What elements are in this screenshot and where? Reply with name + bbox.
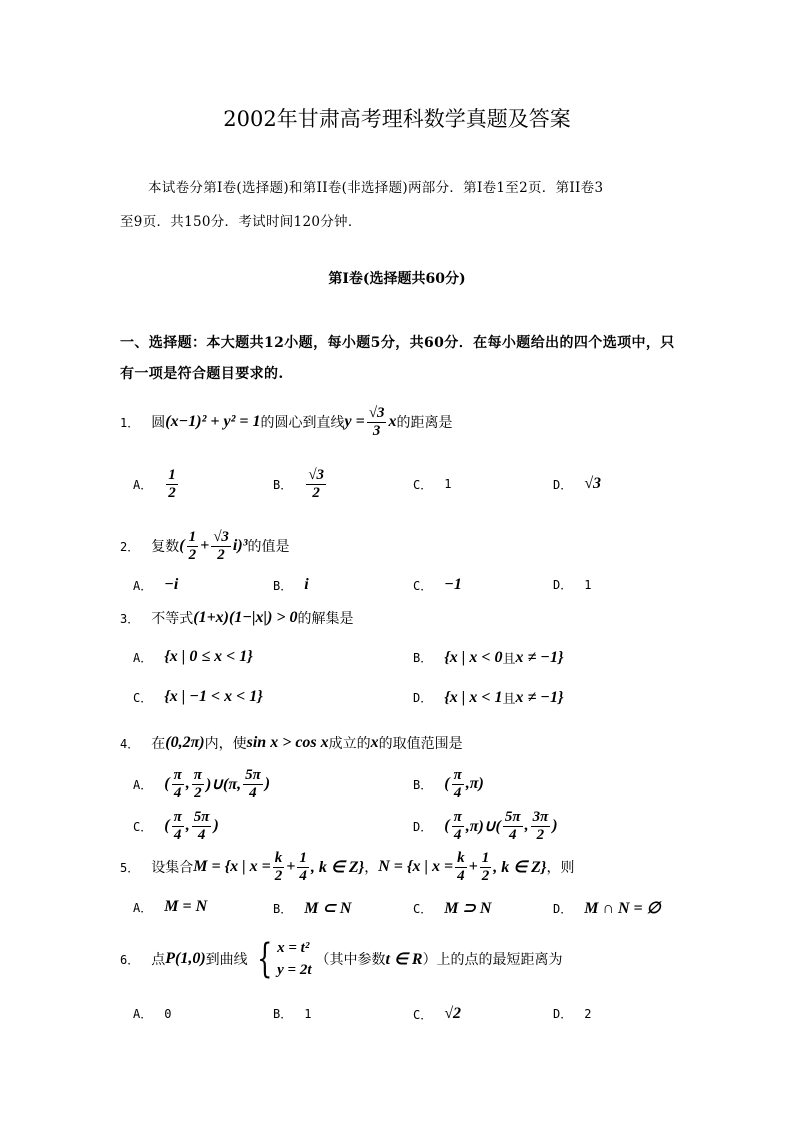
question-number: 1． — [120, 415, 140, 430]
question-6: 6． 点 P(1,0) 到曲线 { x = t² y = 2t （其中参数 t ∈ R ）上的点的最短距离为 — [120, 936, 563, 982]
option-d[interactable]: D． M ∩ N = ∅ — [553, 900, 661, 917]
question-number: 5． — [120, 860, 140, 875]
option-b[interactable]: B． M ⊂ N — [273, 900, 352, 917]
option-b[interactable]: B． $\frac{√3}{2}$ — [273, 466, 324, 501]
question-text: 复数 — [151, 539, 180, 555]
math-expression: y = — [344, 413, 365, 430]
fraction: $\frac{1}{2}$ — [168, 466, 176, 501]
option-d[interactable]: D． {x | x < 1 且 x ≠ −1} — [413, 688, 564, 707]
question-number: 4． — [120, 736, 140, 751]
fraction: $\frac{√3}{3}$ — [368, 404, 385, 439]
fraction: $\frac{√3}{2}$ — [308, 466, 324, 501]
option-c[interactable]: C． 1 — [413, 477, 452, 492]
option-d[interactable]: D． 2 — [553, 1006, 592, 1021]
question-number: 3． — [120, 611, 140, 626]
question-text: 的圆心到直线 — [260, 415, 345, 431]
option-a[interactable]: A． {x | 0 ≤ x < 1} — [133, 648, 253, 665]
option-c[interactable]: C． −1 — [413, 576, 462, 593]
option-d[interactable]: D． ( $\frac{\pi}{4}$ ,π)∪( $\frac{5\pi}{4}$ , $\frac{3\pi}{2}$ ) — [413, 808, 558, 843]
fraction: $\frac{√3}{2}$ — [213, 528, 229, 563]
left-brace-icon: { — [256, 936, 273, 982]
page-title: 2002年甘肃高考理科数学真题及答案 — [223, 107, 571, 131]
question-3: 3． 不等式 (1+x)(1−|x|) > 0 的解集是 — [120, 609, 354, 627]
option-a[interactable]: A． M = N — [133, 898, 208, 915]
option-c[interactable]: C． ( $\frac{\pi}{4}$ , $\frac{5\pi}{4}$ ) — [133, 808, 219, 843]
math-expression: x — [388, 413, 397, 430]
part-instructions-line-1: 一、选择题：本大题共12小题，每小题5分，共60分．在每小题给出的四个选项中，只 — [120, 335, 675, 351]
question-text: 圆 — [151, 415, 166, 431]
question-text: 的距离是 — [396, 415, 453, 431]
option-a[interactable]: A． $\frac{1}{2}$ — [133, 466, 176, 501]
option-b[interactable]: B． ( $\frac{\pi}{4}$ ,π) — [413, 766, 484, 801]
intro-line-2: 至9页．共150分．考试时间120分钟． — [120, 214, 362, 230]
option-c[interactable]: C． M ⊃ N — [413, 900, 492, 917]
option-a[interactable]: A． −i — [133, 576, 179, 593]
option-d[interactable]: D． √3 — [553, 475, 602, 492]
question-5: 5． 设集合 M = {x | x = $\frac{k}{2}$ + $\frac{1}{4}$ , k ∈ Z} ， N = {x | x = $\frac{k}{4}$ + $\frac{1}{2}$ , k ∈ Z} ，则 — [120, 849, 575, 884]
part-instructions-line-2: 有一项是符合题目要求的. — [120, 366, 284, 382]
math-expression: (x−1)² + y² = 1 — [165, 413, 261, 430]
question-number: 6． — [120, 952, 140, 967]
option-c[interactable]: C． {x | −1 < x < 1} — [133, 688, 263, 705]
option-d[interactable]: D． 1 — [553, 577, 592, 592]
question-4: 4． 在 (0,2π) 内，使 sin x > cos x 成立的 x 的取值范围是 — [120, 734, 463, 752]
question-number: 2． — [120, 539, 140, 554]
option-b[interactable]: B． i — [273, 576, 309, 593]
option-a[interactable]: A． 0 — [133, 1006, 172, 1021]
option-b[interactable]: B． 1 — [273, 1006, 312, 1021]
parametric-system: { x = t² y = 2t — [256, 936, 312, 982]
option-c[interactable]: C． √2 — [413, 1005, 462, 1022]
intro-line-1: 本试卷分第Ⅰ卷(选择题)和第II卷(非选择题)两部分．第Ⅰ卷1至2页．第II卷3 — [148, 180, 604, 196]
question-text: 的值是 — [247, 539, 290, 555]
fraction: $\frac{1}{2}$ — [188, 528, 197, 563]
question-1 — [120, 400, 452, 444]
option-b[interactable]: B． {x | x < 0 且 x ≠ −1} — [413, 648, 564, 667]
option-a[interactable]: A． ( $\frac{\pi}{4}$ , $\frac{\pi}{2}$ )∪(π, $\frac{5\pi}{4}$ ) — [133, 766, 271, 801]
section-title: 第Ⅰ卷(选择题共60分) — [328, 271, 466, 287]
question-2: 2． 复数 ( $\frac{1}{2}$ + $\frac{√3}{2}$ i)³ 的值是 — [120, 528, 290, 563]
